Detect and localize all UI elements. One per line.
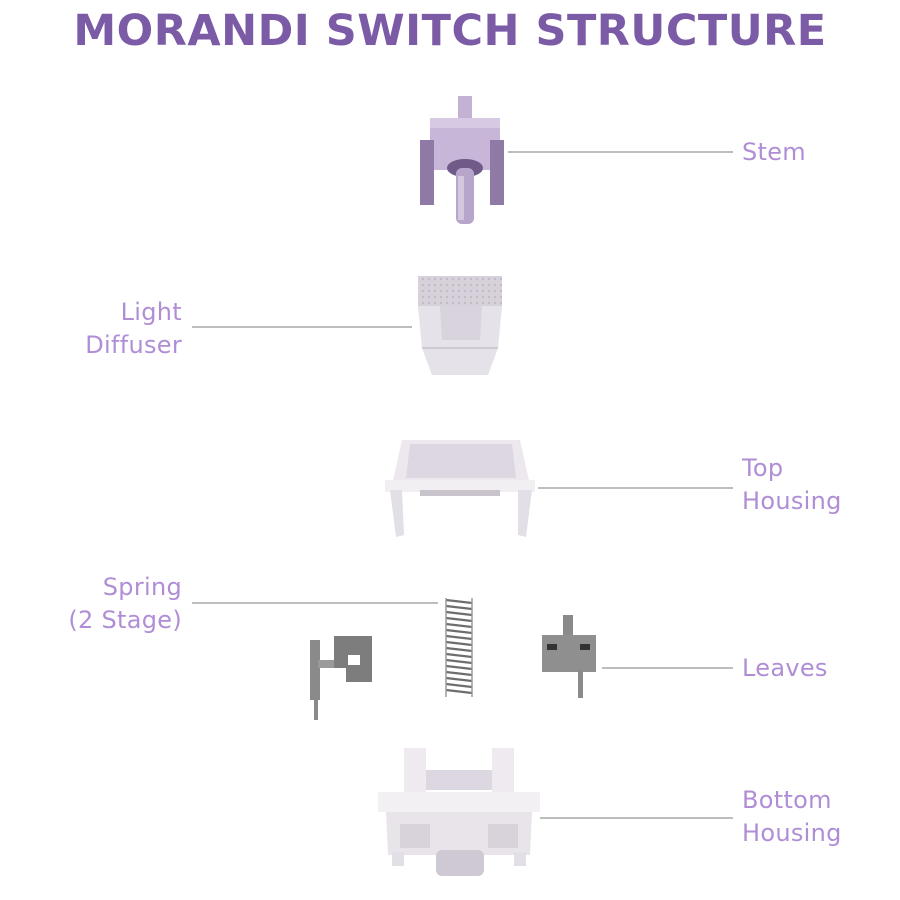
label-stem-line-1: Stem [742, 138, 806, 166]
top-housing-illustration [385, 440, 535, 537]
label-bottom-housing-line-1: Bottom [742, 786, 832, 814]
label-bottom-housing [742, 784, 842, 850]
bottom-housing-illustration [378, 748, 540, 876]
label-leaves-line-1: Leaves [742, 654, 828, 682]
label-bottom-housing-line-2: Housing [742, 819, 842, 847]
light-diffuser-illustration [418, 276, 502, 375]
page-title: MORANDI SWITCH STRUCTURE [73, 6, 827, 56]
label-stem [742, 136, 806, 169]
label-spring-line-1: Spring [102, 573, 182, 601]
label-leaves [742, 652, 828, 685]
label-spring-line-2: (2 Stage) [68, 606, 182, 634]
label-spring [20, 571, 182, 637]
left-leaf-illustration [310, 636, 372, 720]
label-top-housing [742, 452, 842, 518]
right-leaf-illustration [542, 615, 596, 698]
label-top-housing-line-1: Top [742, 454, 784, 482]
spring-illustration [446, 597, 472, 698]
label-light-diffuser-line-1: Light [120, 298, 182, 326]
label-top-housing-line-2: Housing [742, 487, 842, 515]
label-light-diffuser-line-2: Diffuser [85, 331, 182, 359]
label-light-diffuser [40, 296, 182, 362]
stem-illustration [420, 96, 504, 224]
